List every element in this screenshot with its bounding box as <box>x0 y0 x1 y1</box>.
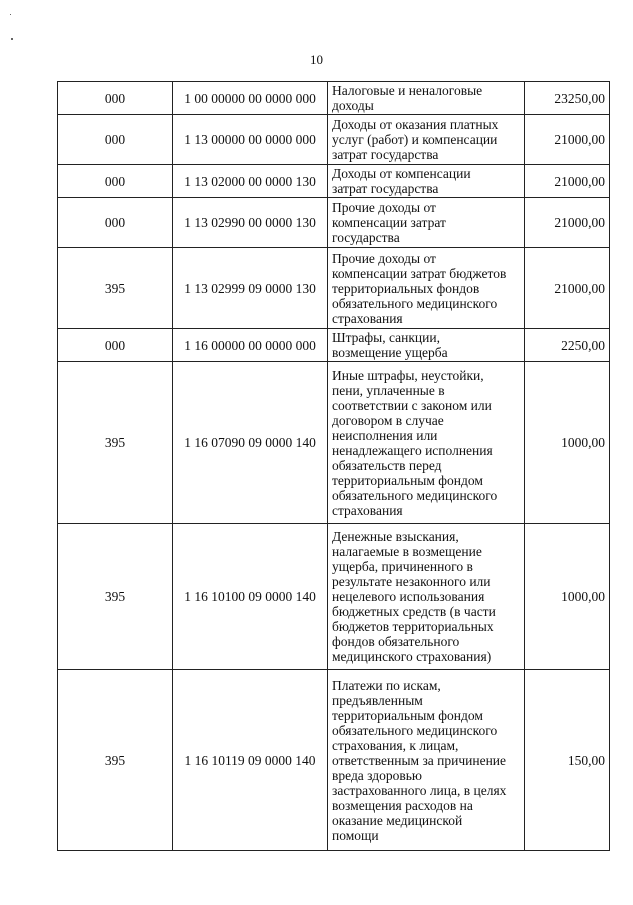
revenue-name-cell <box>328 329 525 362</box>
revenue-name-line: помощи <box>332 827 379 843</box>
kbk-code-cell: 1 13 00000 00 0000 000 <box>173 115 328 165</box>
admin-code-cell: 000 <box>58 115 173 165</box>
revenue-name-line: застрахованного лица, в целях <box>332 782 507 798</box>
amount-cell: 2250,00 <box>525 329 610 362</box>
admin-code-cell: 395 <box>58 362 173 524</box>
table-row <box>58 362 610 524</box>
revenue-name-line: ответственным за причинение <box>332 752 507 768</box>
revenue-name-line: фондов обязательного <box>332 634 460 649</box>
scan-speck <box>11 38 13 40</box>
revenue-name-line: страхования <box>332 502 403 518</box>
revenue-name-line: возмещения расходов на <box>332 797 473 813</box>
amount-cell: 23250,00 <box>525 82 610 115</box>
table-row <box>58 198 610 248</box>
scan-speck <box>10 14 11 15</box>
amount-cell: 1000,00 <box>525 362 610 524</box>
revenue-name-cell <box>328 115 525 165</box>
table-row <box>58 329 610 362</box>
revenue-name-cell <box>328 362 525 524</box>
revenue-name-line: обязательного медицинского <box>332 487 498 503</box>
revenue-name-line: компенсации затрат бюджетов <box>332 265 507 281</box>
revenue-name-line: затрат государства <box>332 181 439 196</box>
admin-code-cell: 395 <box>58 524 173 670</box>
revenue-name-line: Штрафы, санкции, <box>332 330 440 345</box>
revenue-name-line: результате незаконного или <box>332 574 491 589</box>
revenue-name-line: государства <box>332 230 400 245</box>
revenue-name-line: территориальных фондов <box>332 280 480 296</box>
revenue-name-line: предъявленным <box>332 692 423 708</box>
revenue-name-line: бюджетных средств (в части <box>332 604 496 619</box>
revenue-name-line: договором в случае <box>332 412 444 428</box>
revenue-name-line: затрат государства <box>332 147 439 162</box>
revenue-name-line: территориальным фондом <box>332 707 483 723</box>
revenue-name-line: Иные штрафы, неустойки, <box>332 367 484 383</box>
revenue-name-line: Прочие доходы от <box>332 250 436 266</box>
revenue-name-line: услуг (работ) и компенсации <box>332 132 498 147</box>
kbk-code-cell: 1 13 02999 09 0000 130 <box>173 248 328 329</box>
admin-code-cell: 395 <box>58 670 173 851</box>
revenue-name-line: обязательного медицинского <box>332 722 498 738</box>
page-number: 10 <box>310 52 323 67</box>
revenue-name-line: ущерба, причиненного в <box>332 559 473 574</box>
revenue-name-line: соответствии с законом или <box>332 397 492 413</box>
kbk-code-cell: 1 16 10100 09 0000 140 <box>173 524 328 670</box>
revenue-name-line: оказание медицинской <box>332 812 463 828</box>
amount-cell: 21000,00 <box>525 165 610 198</box>
revenue-name-line: медицинского страхования) <box>332 649 492 664</box>
revenue-name-line: Денежные взыскания, <box>332 529 459 544</box>
admin-code-cell: 000 <box>58 82 173 115</box>
amount-cell: 21000,00 <box>525 248 610 329</box>
revenue-name-line: Доходы от компенсации <box>332 166 471 181</box>
revenue-name-line: пени, уплаченные в <box>332 382 445 398</box>
kbk-code-cell: 1 13 02990 00 0000 130 <box>173 198 328 248</box>
admin-code-cell: 000 <box>58 165 173 198</box>
table-row <box>58 670 610 851</box>
revenue-name-cell <box>328 198 525 248</box>
table-row <box>58 82 610 115</box>
kbk-code-cell: 1 16 10119 09 0000 140 <box>173 670 328 851</box>
kbk-code-cell: 1 00 00000 00 0000 000 <box>173 82 328 115</box>
revenue-name-line: налагаемые в возмещение <box>332 544 482 559</box>
revenue-table <box>57 81 610 851</box>
revenue-name-line: обязательств перед <box>332 457 442 473</box>
revenue-name-line: Прочие доходы от <box>332 200 436 215</box>
revenue-name-line: доходы <box>332 98 374 113</box>
kbk-code-cell: 1 13 02000 00 0000 130 <box>173 165 328 198</box>
revenue-name-line: страхования, к лицам, <box>332 737 459 753</box>
table-row <box>58 165 610 198</box>
revenue-name-cell <box>328 670 525 851</box>
revenue-name-line: Налоговые и неналоговые <box>332 83 483 98</box>
table-row <box>58 115 610 165</box>
revenue-name-line: Доходы от оказания платных <box>332 117 499 132</box>
revenue-name-line: страхования <box>332 310 403 326</box>
amount-cell: 1000,00 <box>525 524 610 670</box>
revenue-name-line: возмещение ущерба <box>332 345 448 360</box>
revenue-name-line: вреда здоровью <box>332 767 422 783</box>
revenue-name-line: Платежи по искам, <box>332 677 441 693</box>
revenue-name-cell <box>328 248 525 329</box>
table-row <box>58 248 610 329</box>
kbk-code-cell: 1 16 07090 09 0000 140 <box>173 362 328 524</box>
amount-cell: 150,00 <box>525 670 610 851</box>
amount-cell: 21000,00 <box>525 198 610 248</box>
revenue-name-line: неисполнения или <box>332 427 438 443</box>
revenue-name-line: компенсации затрат <box>332 215 446 230</box>
revenue-name-cell <box>328 82 525 115</box>
amount-cell: 21000,00 <box>525 115 610 165</box>
admin-code-cell: 000 <box>58 329 173 362</box>
table-body <box>58 82 610 851</box>
revenue-name-line: бюджетов территориальных <box>332 619 494 634</box>
revenue-name-line: территориальным фондом <box>332 472 483 488</box>
revenue-name-line: обязательного медицинского <box>332 295 498 311</box>
table-row <box>58 524 610 670</box>
admin-code-cell: 000 <box>58 198 173 248</box>
revenue-name-line: нецелевого использования <box>332 589 485 604</box>
admin-code-cell: 395 <box>58 248 173 329</box>
kbk-code-cell: 1 16 00000 00 0000 000 <box>173 329 328 362</box>
revenue-name-line: ненадлежащего исполнения <box>332 442 493 458</box>
revenue-name-cell <box>328 524 525 670</box>
revenue-name-cell <box>328 165 525 198</box>
